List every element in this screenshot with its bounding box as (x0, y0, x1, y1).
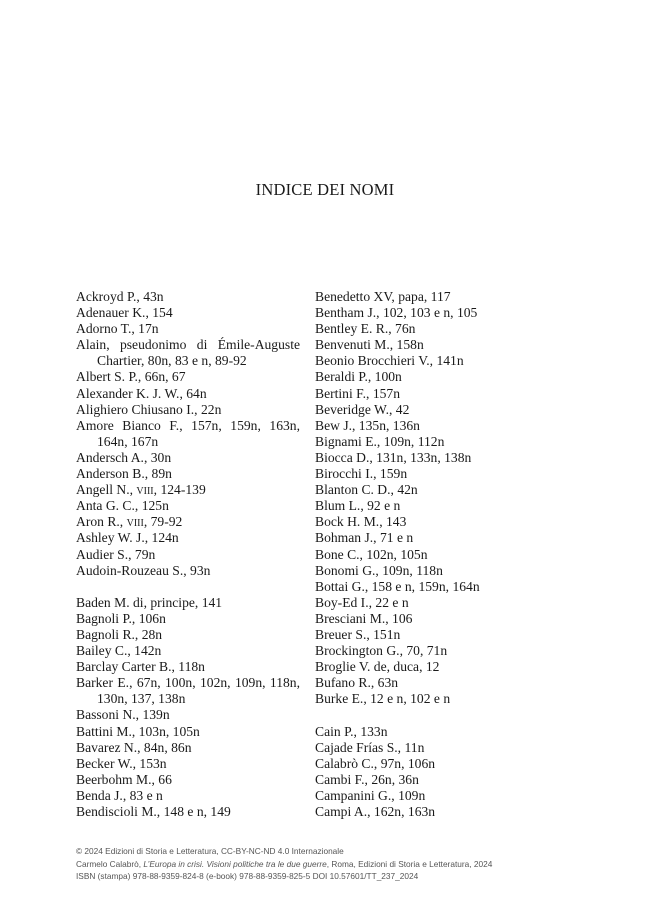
index-entry: Cajade Frías S., 11n (315, 739, 425, 755)
index-entry: Ashley W. J., 124n (76, 530, 179, 546)
index-entry: Bentley E. R., 76n (315, 321, 416, 337)
index-entry: Bailey C., 142n (76, 643, 162, 659)
index-entry: Anderson B., 89n (76, 466, 172, 482)
index-entry: Battini M., 103n, 105n (76, 723, 200, 739)
isbn-line: ISBN (stampa) 978-88-9359-824-8 (e-book) 978-88-9359-825-5 DOI 10.57601/TT_237_2024 (76, 871, 419, 882)
index-entry: Bohman J., 71 e n (315, 530, 414, 546)
index-entry: Bendiscioli M., 148 e n, 149 (76, 804, 231, 819)
index-column-right (315, 289, 547, 820)
index-entry: Benvenuti M., 158n (315, 337, 424, 353)
index-entry: Brockington G., 70, 71n (315, 643, 448, 659)
index-entry: Bavarez N., 84n, 86n (76, 739, 192, 755)
index-entry: Barker E., 67n, 100n, 102n, 109n, 118n, 130n, 137, 138n (76, 675, 300, 707)
index-entry: Bufano R., 63n (315, 675, 399, 691)
index-entry: Bassoni N., 139n (76, 707, 170, 723)
index-column-left (76, 289, 300, 820)
index-entry: Audoin-Rouzeau S., 93n (76, 562, 211, 578)
index-entry: Benedetto XV, papa, 117 (315, 289, 451, 304)
index-entry: Alain, pseudonimo di Émile-Auguste Chartier, 80n, 83 e n, 89-92 (76, 337, 300, 369)
index-entry: Alexander K. J. W., 64n (76, 385, 207, 401)
index-entry: Bonomi G., 109n, 118n (315, 562, 443, 578)
index-entry: Bock H. M., 143 (315, 514, 407, 530)
index-entry: Adenauer K., 154 (76, 305, 173, 321)
citation-line (76, 858, 576, 871)
index-entry: Campanini G., 109n (315, 787, 426, 803)
index-entry: Bagnoli R., 28n (76, 626, 163, 642)
index-entry: Benda J., 83 e n (76, 787, 163, 803)
index-entry: Calabrò C., 97n, 106n (315, 755, 436, 771)
index-entry: Bew J., 135n, 136n (315, 417, 420, 433)
index-entry: Burke E., 12 e n, 102 e n (315, 691, 451, 707)
index-entry: Broglie V. de, duca, 12 (315, 659, 440, 675)
index-entry: Beerbohm M., 66 (76, 771, 172, 787)
index-entry: Becker W., 153n (76, 755, 167, 771)
index-entry: Campi A., 162n, 163n (315, 804, 436, 819)
index-entry: Beonio Brocchieri V., 141n (315, 353, 464, 369)
index-entry: Andersch A., 30n (76, 449, 172, 465)
page-title: INDICE DEI NOMI (255, 180, 395, 199)
index-entry: Albert S. P., 66n, 67 (76, 369, 186, 385)
index-entry: Alighiero Chiusano I., 22n (76, 401, 222, 417)
index-entry: Breuer S., 151n (315, 626, 401, 642)
letter-gap (76, 579, 300, 595)
index-entry: Beraldi P., 100n (315, 369, 402, 385)
index-entry: Baden M. di, principe, 141 (76, 594, 223, 610)
index-entry: Barclay Carter B., 118n (76, 659, 205, 675)
index-entry: Biocca D., 131n, 133n, 138n (315, 449, 472, 465)
index-entry: Blanton C. D., 42n (315, 482, 418, 498)
index-entry: Audier S., 79n (76, 546, 156, 562)
index-entry: Amore Bianco F., 157n, 159n, 163n, 164n, 167n (76, 417, 300, 449)
index-entry: Bresciani M., 106 (315, 610, 413, 626)
index-entry: Bentham J., 102, 103 e n, 105 (315, 305, 478, 321)
index-entry: Birocchi I., 159n (315, 466, 408, 482)
index-entry: Bertini F., 157n (315, 385, 401, 401)
index-entry: Blum L., 92 e n (315, 498, 401, 514)
index-entry: Cain P., 133n (315, 723, 388, 739)
citation-title: L’Europa in crisi. Visioni politiche tra le due guerre (143, 858, 327, 869)
index-entry: Beveridge W., 42 (315, 401, 410, 417)
letter-gap (315, 707, 547, 723)
index-entry: Cambi F., 26n, 36n (315, 771, 419, 787)
citation-author: Carmelo Calabrò, (76, 858, 144, 869)
index-entry: Anta G. C., 125n (76, 498, 169, 514)
index-entry: Bone C., 102n, 105n (315, 546, 428, 562)
index-entry: Bagnoli P., 106n (76, 610, 166, 626)
index-entry: Angell N., viii, 124-139 (76, 482, 206, 498)
index-entry: Ackroyd P., 43n (76, 289, 164, 304)
index-entry: Bignami E., 109n, 112n (315, 433, 445, 449)
index-entry: Bottai G., 158 e n, 159n, 164n (315, 578, 480, 594)
index-entry: Boy-Ed I., 22 e n (315, 594, 409, 610)
citation-publisher: , Roma, Edizioni di Storia e Letteratura, 2024 (326, 858, 493, 869)
license-line: © 2024 Edizioni di Storia e Letteratura, CC-BY-NC-ND 4.0 Internazionale (76, 846, 344, 856)
index-entry: Adorno T., 17n (76, 321, 159, 337)
copyright-footer (76, 845, 576, 883)
index-entry: Aron R., viii, 79-92 (76, 514, 183, 530)
